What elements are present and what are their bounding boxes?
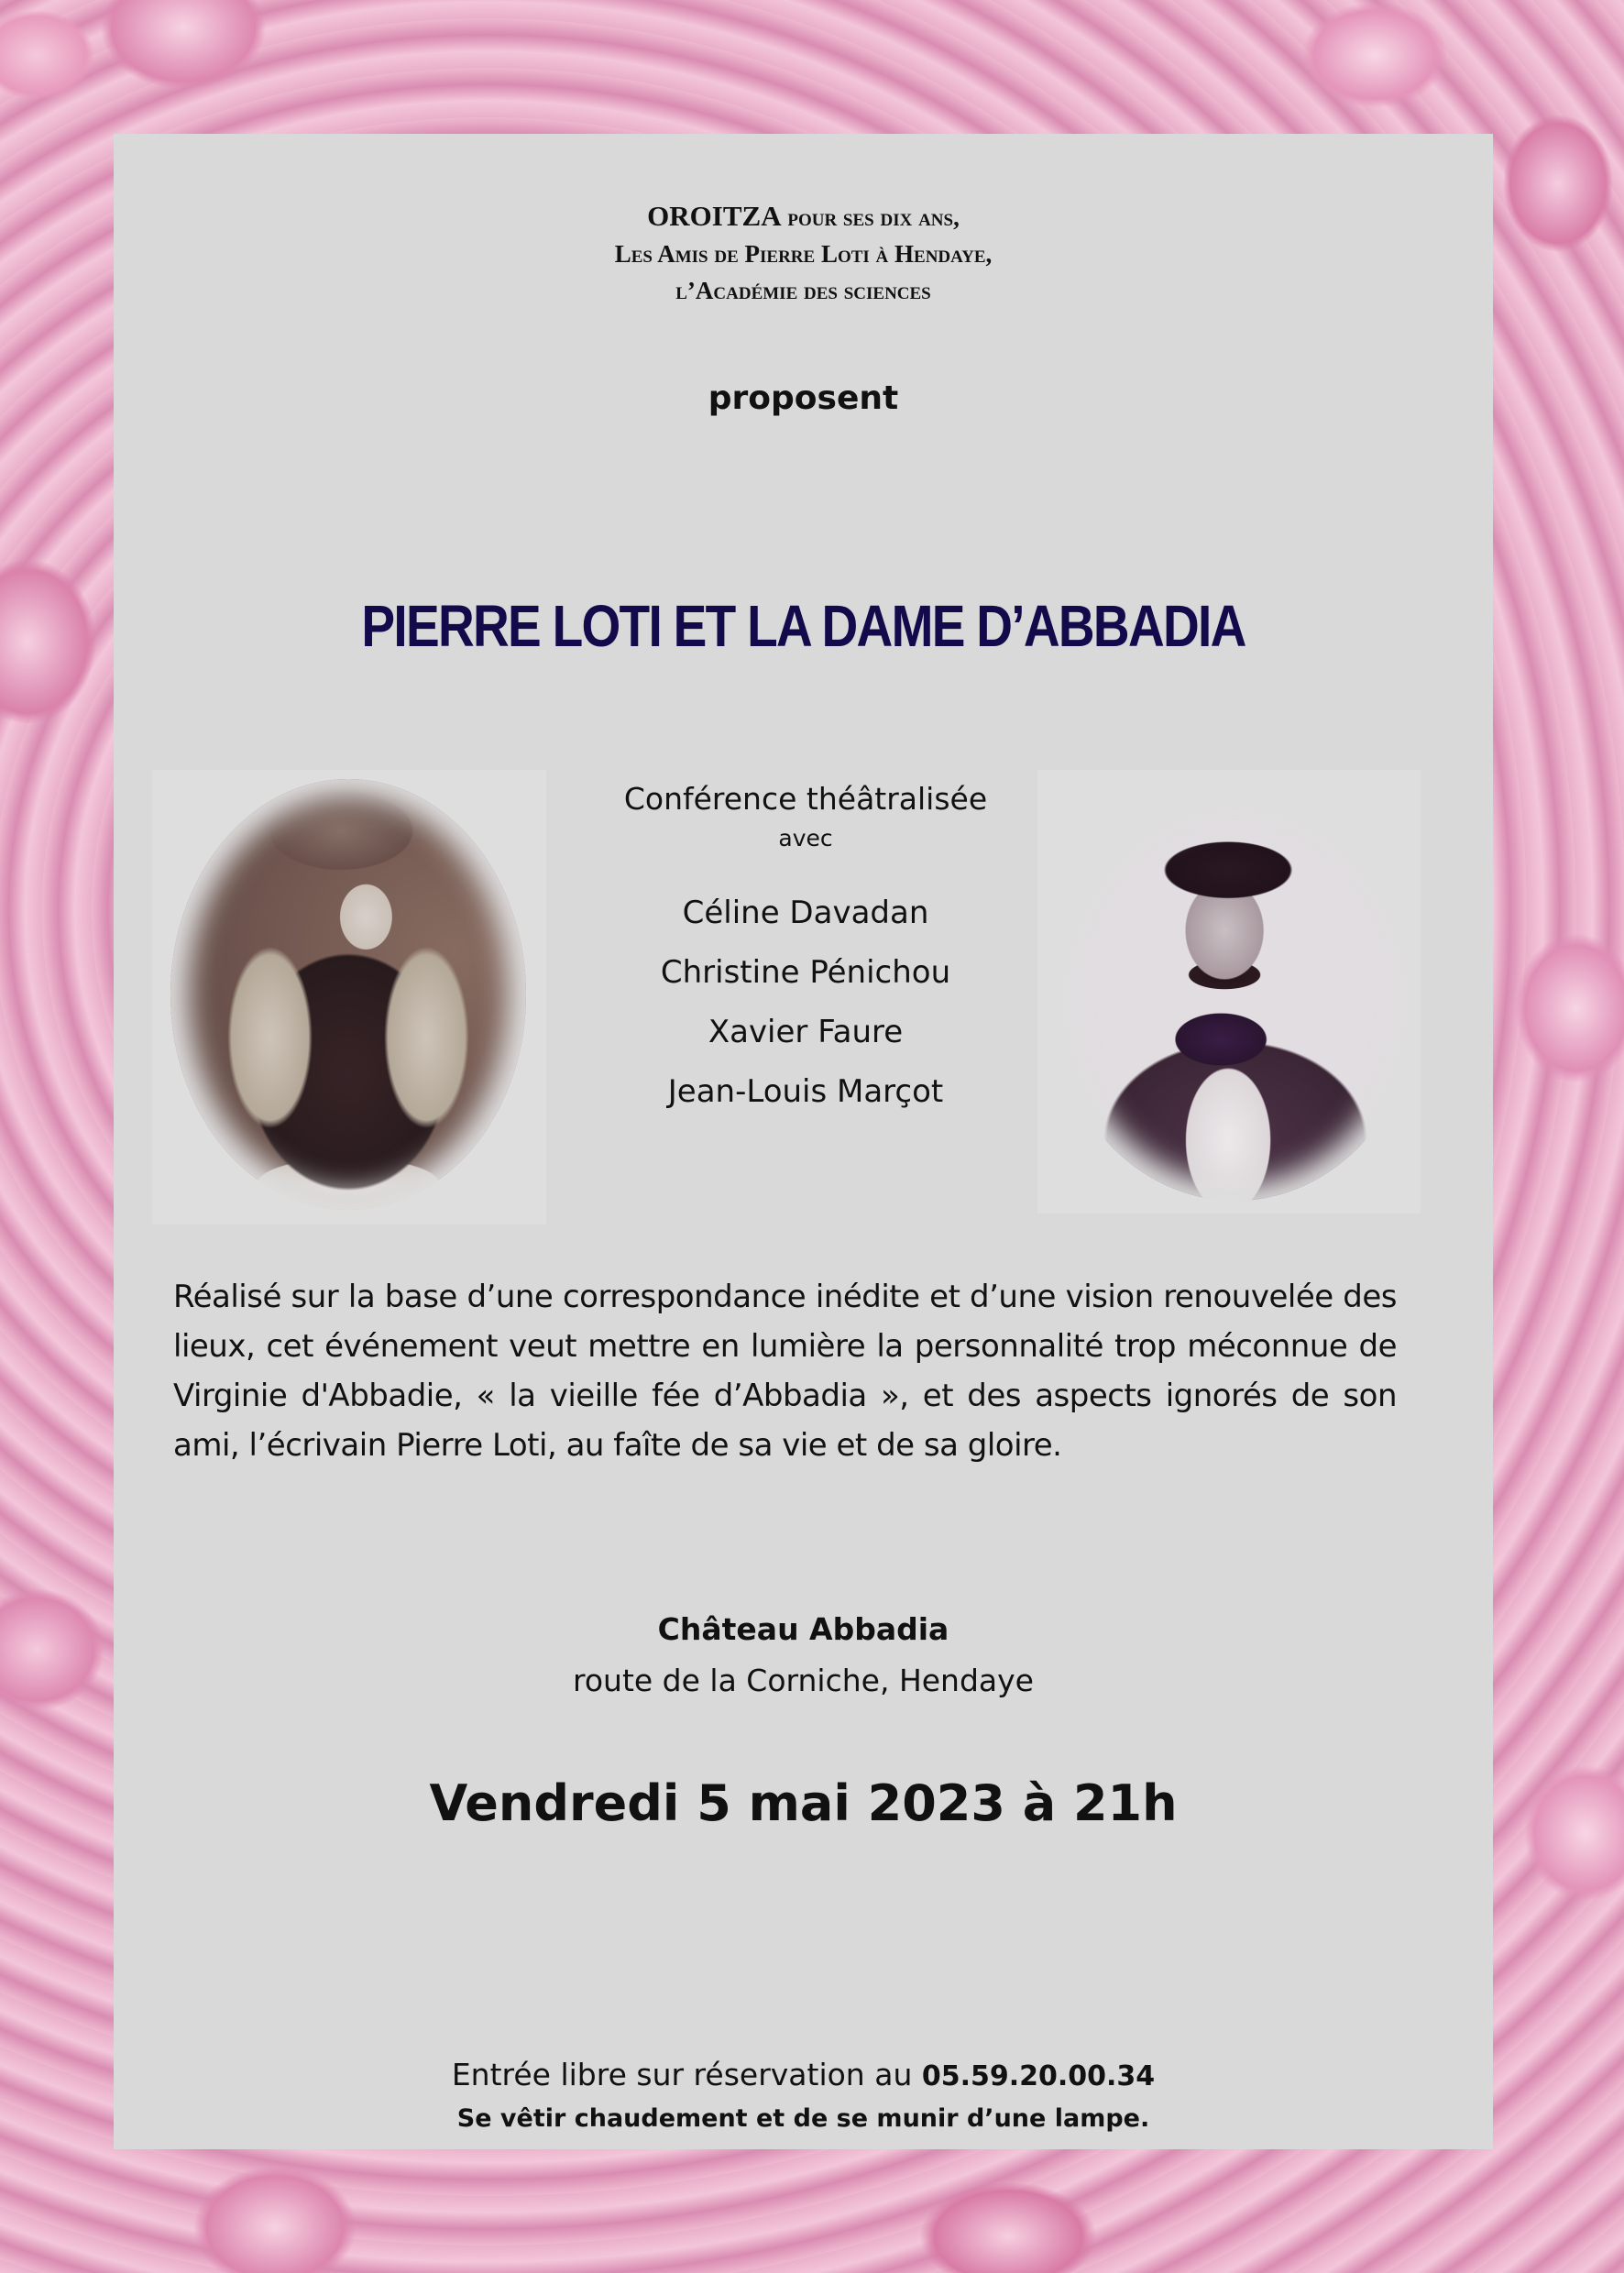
venue-name: Château Abbadia (657, 1611, 949, 1647)
entry-note: Se vêtir chaudement et de se munir d’une lampe. (456, 2104, 1150, 2133)
intro-text: proposent (708, 379, 899, 417)
event-title: PIERRE LOTI ET LA DAME D’ABBADIA (361, 593, 1245, 659)
venue-address: route de la Corniche, Hendaye (573, 1663, 1034, 1698)
photo-right-frame (1037, 770, 1421, 1213)
poster-panel (114, 134, 1493, 2149)
organizer-oroitza: OROITZA (647, 200, 782, 232)
organizer-line-2: Les Amis de Pierre Loti à Hendaye, (614, 240, 993, 268)
event-description: Réalisé sur la base d’une correspondance inédite et d’une vision renouvelée des lieux, cet événement veut mettre en lumière la personnalité trop méconnue de Virginie d'Abbadie, « la vieille fée d’Abbadia », et des aspects ignorés de son ami, l’écrivain Pierre Loti, au faîte de sa vie et de sa gloire. (173, 1279, 1397, 1464)
with-label: avec (778, 825, 833, 851)
phone-number: 05.59.20.00.34 (921, 2060, 1156, 2092)
organizer-line-3: l’Académie des sciences (675, 277, 931, 304)
performer: Xavier Faure (708, 1014, 904, 1050)
entry-info (114, 2057, 1493, 2092)
portrait-virginie-image (170, 779, 526, 1210)
performer: Jean-Louis Marçot (667, 1073, 944, 1110)
performer: Céline Davadan (682, 895, 929, 931)
organizer-line-1-rest: pour ses dix ans, (781, 203, 960, 231)
organizers (114, 198, 1493, 309)
organizer-line-1 (114, 198, 1493, 236)
event-date: Vendredi 5 mai 2023 à 21h (429, 1774, 1178, 1832)
entry-text: Entrée libre sur réservation au (451, 2057, 922, 2092)
photo-left-frame (152, 770, 546, 1224)
event-type: Conférence théâtralisée (623, 781, 988, 817)
performer: Christine Pénichou (660, 954, 951, 991)
portrait-loti-image (1054, 797, 1417, 1201)
